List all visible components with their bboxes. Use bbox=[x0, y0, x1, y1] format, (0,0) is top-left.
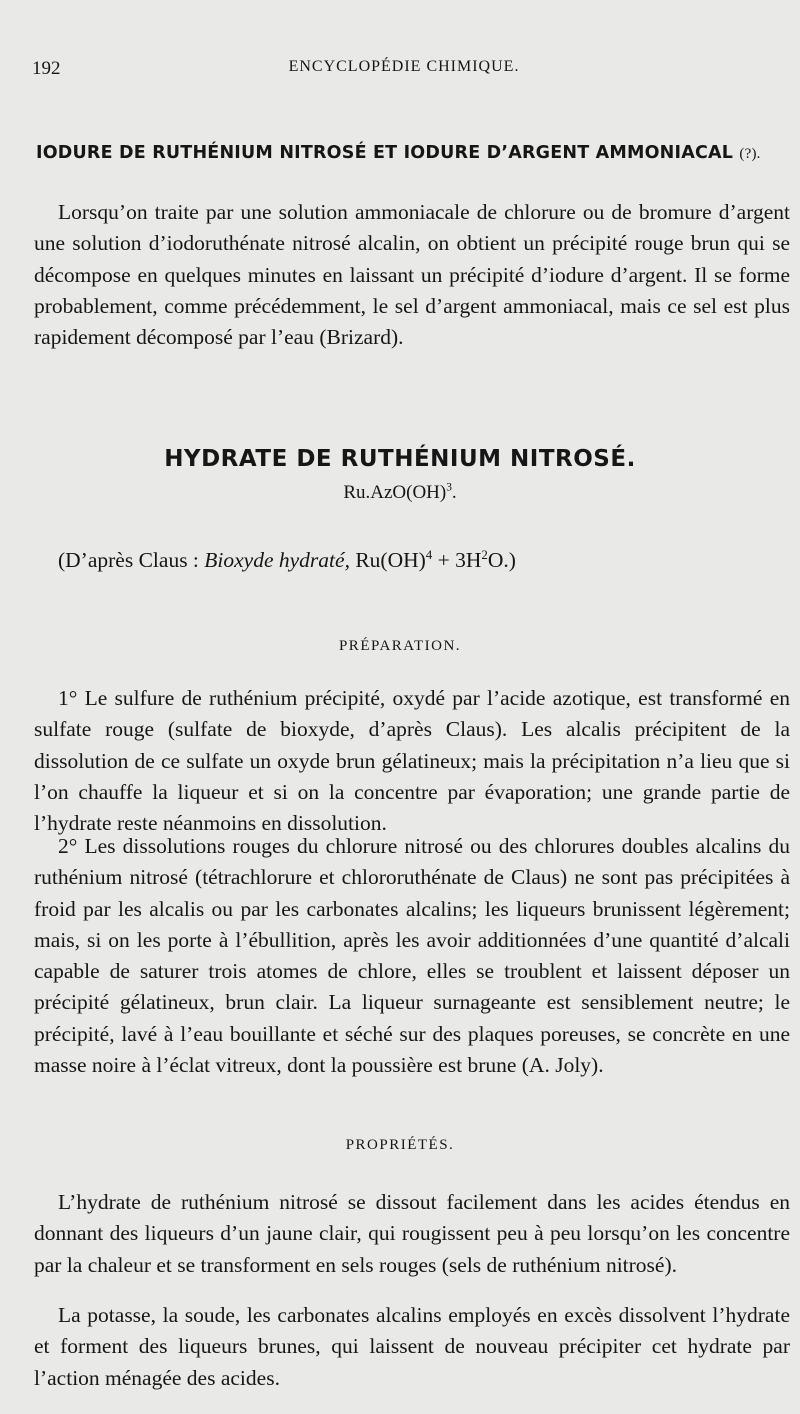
claus-italic-name: Bioxyde hydraté, bbox=[204, 548, 350, 572]
page-number: 192 bbox=[32, 58, 61, 79]
section-heading-iodure bbox=[36, 143, 761, 163]
formula-end: . bbox=[451, 482, 457, 503]
claus-sup-b: 2 bbox=[481, 547, 488, 562]
properties-heading: PROPRIÉTÉS. bbox=[345, 1137, 455, 1153]
claus-formula-a: Ru(OH) bbox=[349, 548, 426, 572]
properties-paragraph-2: La potasse, la soude, les carbonates alcalins employés en excès dissolvent l’hydrate et forment des liqueurs brunes, qui laissent de nouveau précipiter cet hydrate par l’action ménagée des acides. bbox=[34, 1303, 790, 1390]
formula-superscript: 3 bbox=[446, 481, 452, 494]
claus-prefix: (D’après Claus : bbox=[58, 548, 205, 572]
compound-title: HYDRATE DE RUTHÉNIUM NITROSÉ. bbox=[164, 446, 636, 472]
formula-base: Ru.AzO(OH) bbox=[343, 482, 447, 503]
claus-formula-c: O.) bbox=[487, 548, 516, 572]
claus-formula-b: + 3H bbox=[432, 548, 482, 572]
section-heading-text: IODURE DE RUTHÉNIUM NITROSÉ ET IODURE D’ARGENT AMMONIACAL bbox=[36, 143, 734, 163]
section-heading-query: (?). bbox=[739, 146, 761, 162]
page-header bbox=[32, 58, 776, 84]
running-title: ENCYCLOPÉDIE CHIMIQUE. bbox=[288, 58, 520, 75]
preparation-item-1: 1° Le sulfure de ruthénium précipité, oxydé par l’acide azotique, est transformé en sulfate rouge (sulfate de bioxyde, d’après Claus). Les alcalis précipitent de la dissolution de ce sulfate un oxyde brun gélatineux; mais la précipitation n’a lieu que si l’on chauffe la liqueur et si on la concentre par évaporation; une grande partie de l’hydrate reste néanmoins en dissolution. bbox=[34, 686, 790, 836]
preparation-heading: PRÉPARATION. bbox=[338, 638, 462, 654]
claus-sup-a: 4 bbox=[425, 547, 433, 562]
chemical-formula bbox=[0, 482, 800, 504]
claus-note bbox=[58, 548, 516, 573]
properties-paragraph-1: L’hydrate de ruthénium nitrosé se dissout facilement dans les acides étendus en donnant des liqueurs d’un jaune clair, qui rougissent peu à peu lorsqu’on les concentre par la chaleur et se transforment en sels rouges (sels de ruthénium nitrosé). bbox=[34, 1190, 790, 1277]
preparation-item-2: 2° Les dissolutions rouges du chlorure nitrosé ou des chlorures doubles alcalins du ruthénium nitrosé (tétrachlorure et chlororuthénate de Claus) ne sont pas précipitées à froid par les alcalis ou par les carbonates alcalins; les liqueurs brunissent légèrement; mais, si on les porte à l’ébullition, après les avoir additionnées d’une quantité d’alcali capable de saturer trois atomes de chlore, elles se troublent et laissent déposer un précipité gélatineux, brun clair. La liqueur surnageante est sensiblement neutre; le précipité, lavé à l’eau bouillante et séché sur des plaques poreuses, se concrète en une masse noire à l’éclat vitreux, dont la poussière est brune (A. Joly). bbox=[34, 834, 790, 1078]
paragraph-iodure: Lorsqu’on traite par une solution ammoniacale de chlorure ou de bromure d’argent une solution d’iodoruthénate nitrosé alcalin, on obtient un précipité rouge brun qui se décompose en quelques minutes en laissant un précipité d’iodure d’argent. Il se forme probablement, comme précédemment, le sel d’argent ammoniacal, mais ce sel est plus rapidement décomposé par l’eau (Brizard). bbox=[34, 200, 790, 350]
